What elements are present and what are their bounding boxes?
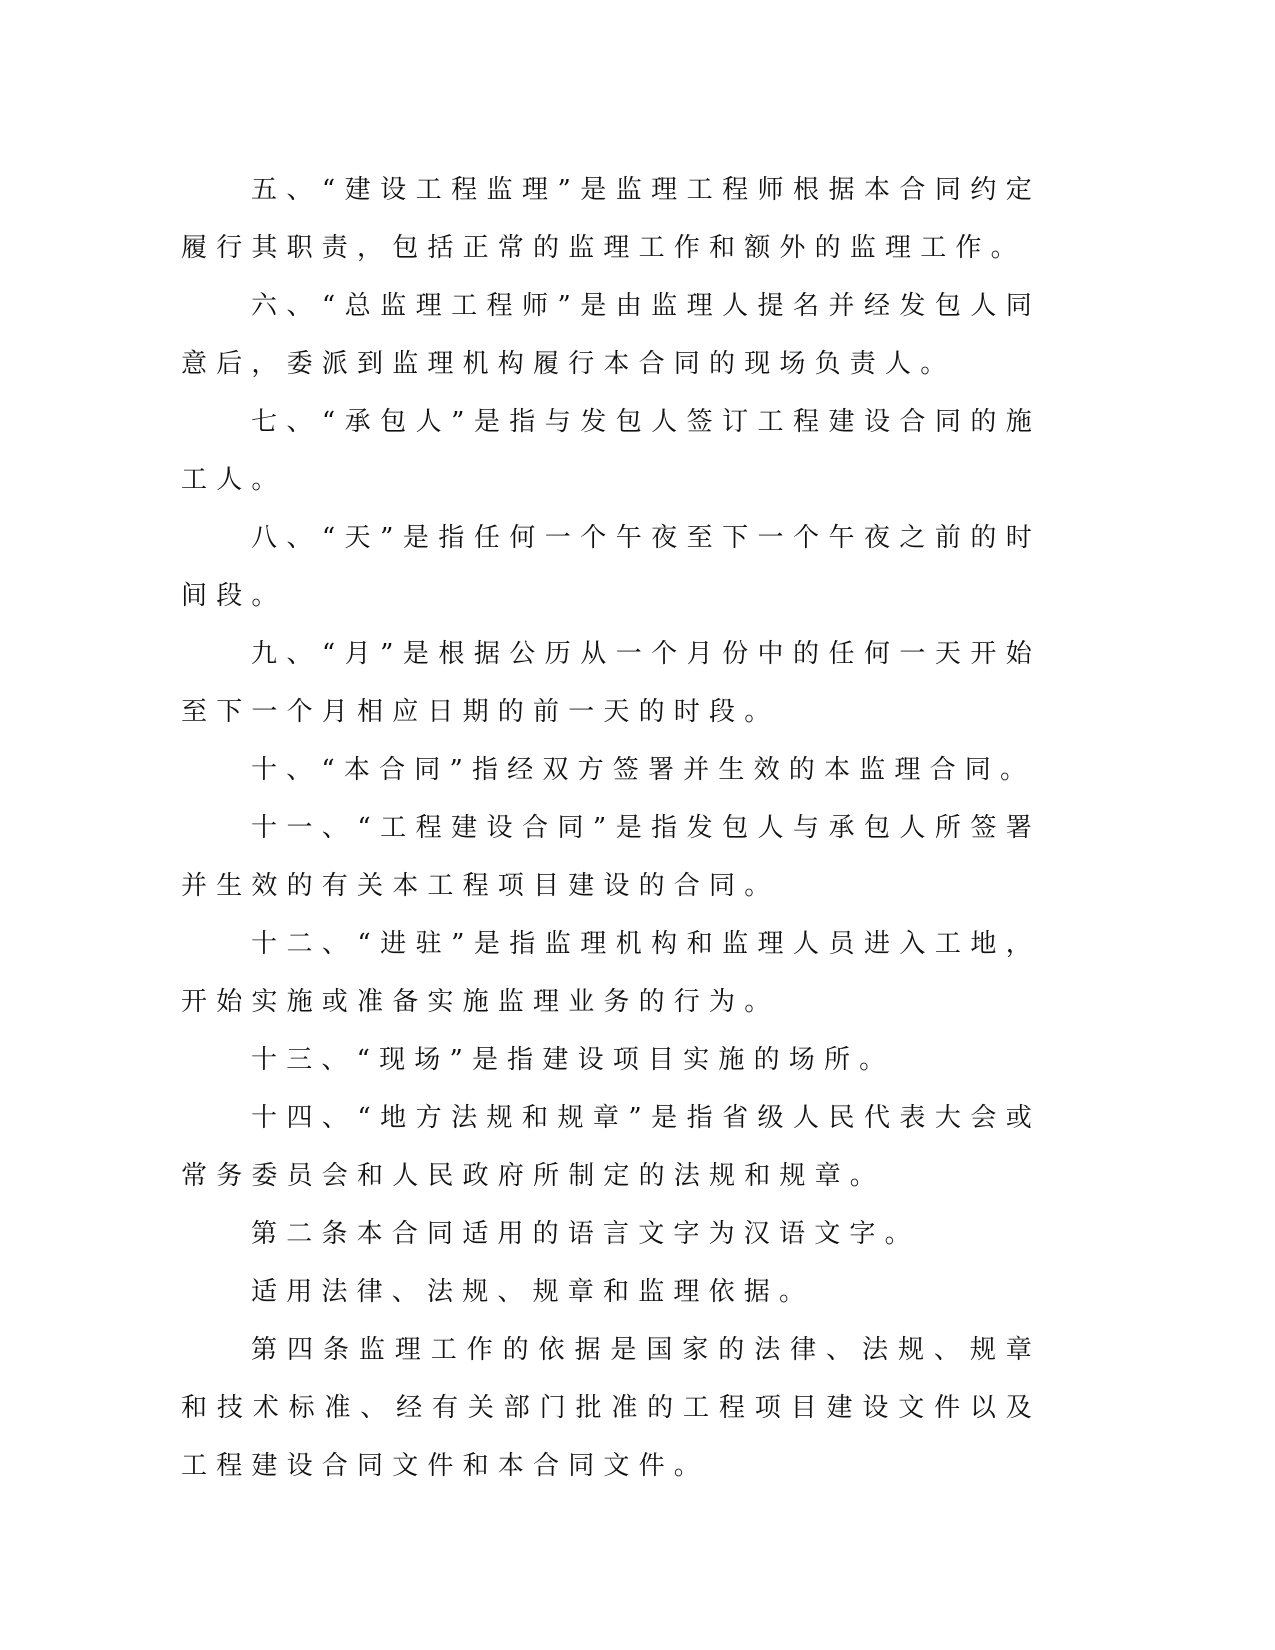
paragraph-6-chief-engineer: 六、“总监理工程师”是由监理人提名并经发包人同意后，委派到监理机构履行本合同的现场负责人。: [181, 291, 1041, 379]
paragraph-9-month: 九、“月”是根据公历从一个月份中的任何一天开始至下一个月相应日期的前一天的时段。: [181, 639, 1041, 727]
paragraph-14-local-regulations: 十四、“地方法规和规章”是指省级人民代表大会或常务委员会和人民政府所制定的法规和规章。: [181, 1103, 1041, 1191]
paragraph-11-construction-contract: 十一、“工程建设合同”是指发包人与承包人所签署并生效的有关本工程项目建设的合同。: [181, 813, 1041, 901]
article-4-basis: 第四条监理工作的依据是国家的法律、法规、规章和技术标准、经有关部门批准的工程项目建设文件以及工程建设合同文件和本合同文件。: [181, 1335, 1041, 1481]
paragraph-12-entry: 十二、“进驻”是指监理机构和监理人员进入工地，开始实施或准备实施监理业务的行为。: [181, 929, 1041, 1017]
paragraph-8-day: 八、“天”是指任何一个午夜至下一个午夜之前的时间段。: [181, 523, 1041, 611]
applicable-law-heading: 适用法律、法规、规章和监理依据。: [251, 1277, 815, 1307]
document-body: [181, 161, 1041, 1495]
paragraph-10-this-contract: 十、“本合同”指经双方签署并生效的本监理合同。: [251, 755, 1036, 785]
paragraph-7-contractor: 七、“承包人”是指与发包人签订工程建设合同的施工人。: [181, 407, 1041, 495]
paragraph-13-site: 十三、“现场”是指建设项目实施的场所。: [251, 1045, 895, 1075]
paragraph-5-supervision: 五、“建设工程监理”是监理工程师根据本合同约定履行其职责，包括正常的监理工作和额外的监理工作。: [181, 175, 1041, 263]
article-2-language: 第二条本合同适用的语言文字为汉语文字。: [251, 1219, 920, 1249]
